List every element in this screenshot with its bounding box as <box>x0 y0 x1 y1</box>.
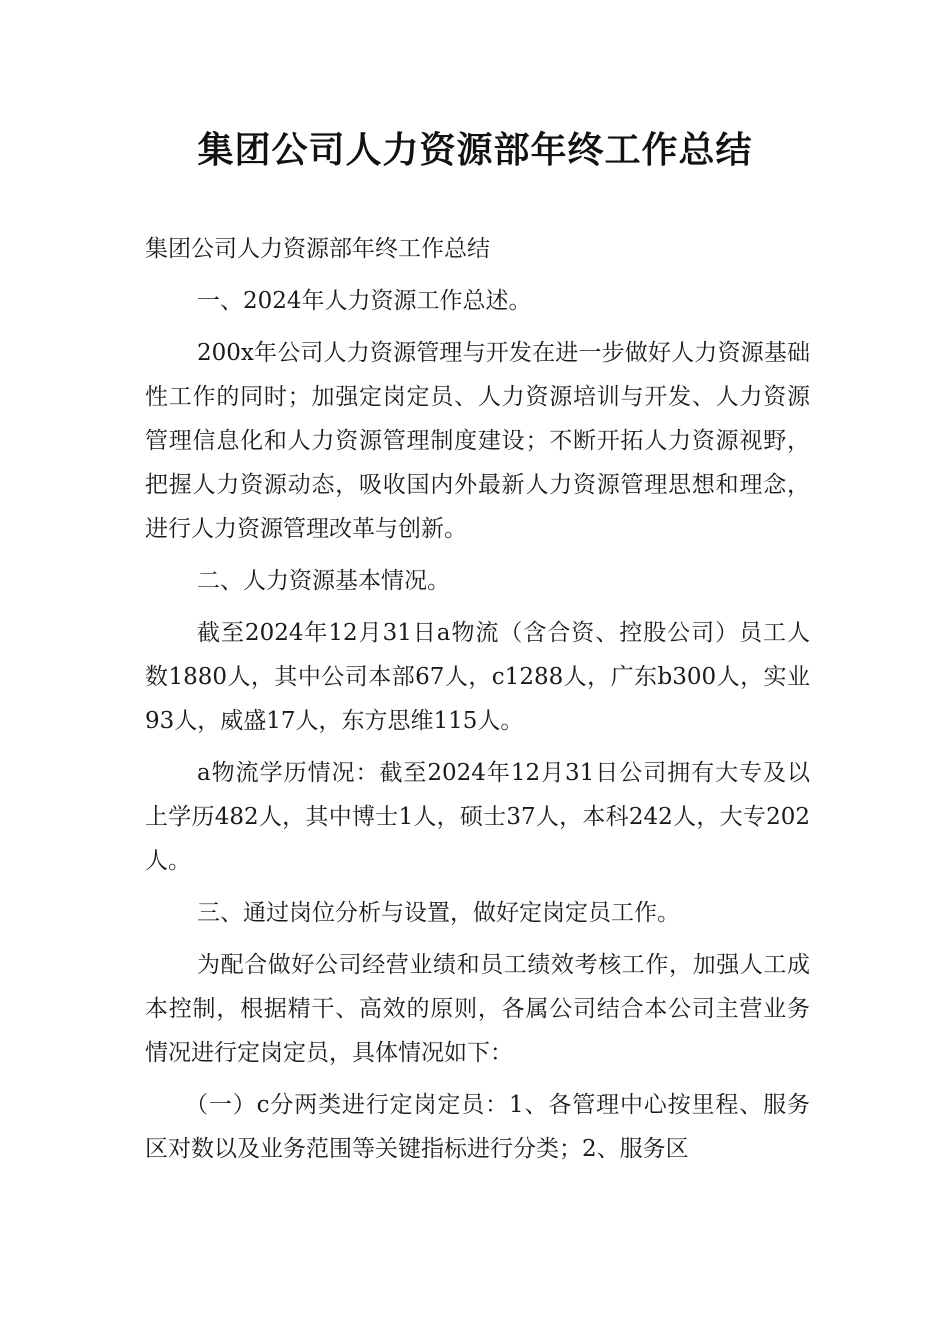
section-heading-2: 二、人力资源基本情况。 <box>197 568 450 594</box>
section-heading-1: 一、2024年人力资源工作总述。 <box>197 288 532 314</box>
paragraph-overview: 200x年公司人力资源管理与开发在进一步做好人力资源基础性工作的同时；加强定岗定员、人力资源培训与开发、人力资源管理信息化和人力资源管理制度建设；不断开拓人力资源视野，把握人力资源动态，吸收国内外最新人力资源管理思想和理念，进行人力资源管理改革与创新。 <box>145 340 810 542</box>
section-heading-3: 三、通过岗位分析与设置，做好定岗定员工作。 <box>197 900 680 926</box>
paragraph-staffing-detail: （一）c分两类进行定岗定员：1、各管理中心按里程、服务区对数以及业务范围等关键指标进行分类；2、服务区 <box>145 1092 810 1162</box>
paragraph-headcount: 截至2024年12月31日a物流（含合资、控股公司）员工人数1880人，其中公司本部67人，c1288人，广东b300人，实业93人，威盛17人，东方思维115人。 <box>145 620 810 734</box>
paragraph-staffing: 为配合做好公司经营业绩和员工绩效考核工作，加强人工成本控制，根据精干、高效的原则，各属公司结合本公司主营业务情况进行定岗定员，具体情况如下： <box>145 952 810 1066</box>
document-body <box>145 227 810 1179</box>
document-title: 集团公司人力资源部年终工作总结 <box>197 130 753 171</box>
document-subtitle: 集团公司人力资源部年终工作总结 <box>145 236 490 262</box>
paragraph-education: a物流学历情况：截至2024年12月31日公司拥有大专及以上学历482人，其中博士1人，硕士37人，本科242人，大专202人。 <box>145 760 810 874</box>
